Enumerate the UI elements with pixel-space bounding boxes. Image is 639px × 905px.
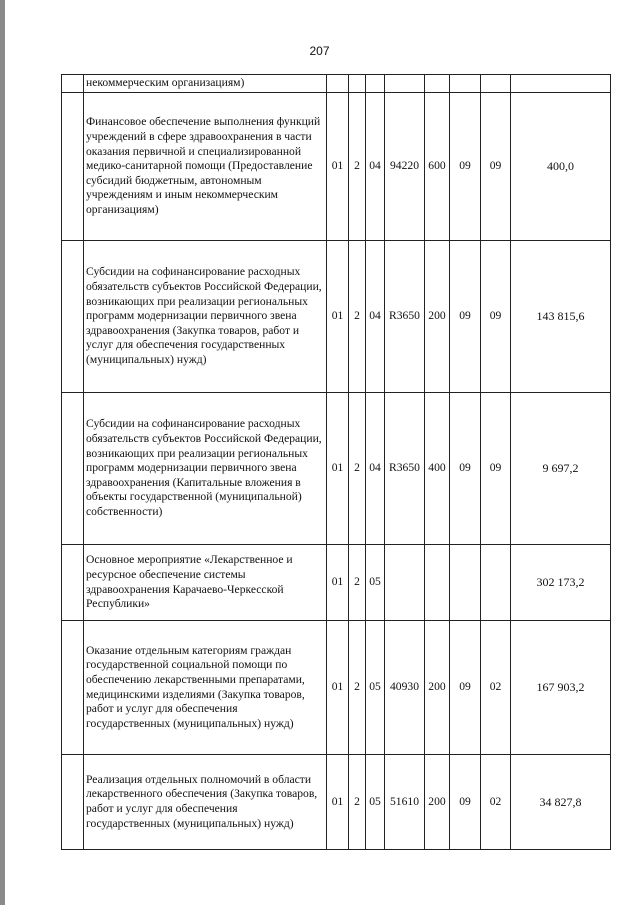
code-section-cell: 09 [450, 755, 481, 850]
amount-cell: 143 815,6 [511, 241, 611, 393]
code-section-cell: 09 [450, 241, 481, 393]
code-subsection-cell [481, 545, 511, 621]
amount-cell: 9 697,2 [511, 393, 611, 545]
table-row [62, 393, 611, 545]
table-row [62, 545, 611, 621]
code-section-cell: 09 [450, 393, 481, 545]
budget-table [61, 74, 611, 850]
code-program-cell: 01 [327, 93, 349, 241]
code-expense-type-cell: 200 [425, 241, 450, 393]
page-number: 207 [309, 44, 330, 58]
blank-cell [62, 393, 84, 545]
code-section-cell: 09 [450, 621, 481, 755]
table-body [62, 75, 611, 850]
code-direction-cell [385, 75, 425, 93]
amount-cell: 400,0 [511, 93, 611, 241]
amount-cell: 34 827,8 [511, 755, 611, 850]
amount-cell [511, 75, 611, 93]
code-subprogram-cell: 2 [349, 393, 366, 545]
code-expense-type-cell: 400 [425, 393, 450, 545]
blank-cell [62, 621, 84, 755]
code-program-cell: 01 [327, 755, 349, 850]
blank-cell [62, 75, 84, 93]
amount-cell: 167 903,2 [511, 621, 611, 755]
code-expense-type-cell: 600 [425, 93, 450, 241]
code-section-cell: 09 [450, 93, 481, 241]
code-subprogram-cell: 2 [349, 93, 366, 241]
table-row [62, 241, 611, 393]
code-subprogram-cell [349, 75, 366, 93]
code-direction-cell: 51610 [385, 755, 425, 850]
item-name-cell: Субсидии на софинансирование расходных обязательств субъектов Российской Федерации, возникающих при реализации региональных программ модернизации первичного звена здравоохранения (Закупка товаров, работ и услуг для обеспечения государственных (муниципальных) нужд) [84, 241, 327, 393]
item-name-cell: Оказание отдельным категориям граждан государственной социальной помощи по обеспечению лекарственными препаратами, медицинскими изделиями (Закупка товаров, работ и услуг для обеспечения государственных (муниципальных) нужд) [84, 621, 327, 755]
code-direction-cell: 40930 [385, 621, 425, 755]
code-program-cell: 01 [327, 241, 349, 393]
code-subsection-cell: 09 [481, 393, 511, 545]
table-row [62, 93, 611, 241]
scan-edge [0, 0, 5, 905]
code-subsection-cell: 02 [481, 621, 511, 755]
item-name-cell: некоммерческим организациям) [84, 75, 327, 93]
item-name-cell: Основное мероприятие «Лекарственное и ресурсное обеспечение системы здравоохранения Карачаево-Черкесской Республики» [84, 545, 327, 621]
code-direction-cell: 94220 [385, 93, 425, 241]
code-event-cell: 04 [366, 93, 385, 241]
code-program-cell: 01 [327, 621, 349, 755]
code-subprogram-cell: 2 [349, 621, 366, 755]
code-subprogram-cell: 2 [349, 241, 366, 393]
blank-cell [62, 545, 84, 621]
table-row [62, 75, 611, 93]
code-subsection-cell: 09 [481, 93, 511, 241]
code-subsection-cell: 09 [481, 241, 511, 393]
code-direction-cell: R3650 [385, 393, 425, 545]
code-subprogram-cell: 2 [349, 755, 366, 850]
code-expense-type-cell: 200 [425, 621, 450, 755]
code-event-cell [366, 75, 385, 93]
item-name-cell: Субсидии на софинансирование расходных обязательств субъектов Российской Федерации, возникающих при реализации региональных программ модернизации первичного звена здравоохранения (Капитальные вложения в объекты государственной (муниципальной) собственности) [84, 393, 327, 545]
table-row [62, 755, 611, 850]
code-expense-type-cell: 200 [425, 755, 450, 850]
blank-cell [62, 241, 84, 393]
item-name-cell: Реализация отдельных полномочий в области лекарственного обеспечения (Закупка товаров, работ и услуг для обеспечения государственных (муниципальных) нужд) [84, 755, 327, 850]
code-event-cell: 05 [366, 755, 385, 850]
code-subprogram-cell: 2 [349, 545, 366, 621]
code-program-cell [327, 75, 349, 93]
code-event-cell: 04 [366, 393, 385, 545]
code-direction-cell: R3650 [385, 241, 425, 393]
code-program-cell: 01 [327, 393, 349, 545]
code-event-cell: 05 [366, 545, 385, 621]
code-direction-cell [385, 545, 425, 621]
blank-cell [62, 93, 84, 241]
code-expense-type-cell [425, 545, 450, 621]
blank-cell [62, 755, 84, 850]
code-section-cell [450, 75, 481, 93]
code-program-cell: 01 [327, 545, 349, 621]
code-subsection-cell [481, 75, 511, 93]
code-expense-type-cell [425, 75, 450, 93]
code-event-cell: 05 [366, 621, 385, 755]
item-name-cell: Финансовое обеспечение выполнения функций учреждений в сфере здравоохранения в части оказания первичной и специализированной медико-санитарной помощи (Предоставление субсидий бюджетным, автономным учреждениям и иным некоммерческим организациям) [84, 93, 327, 241]
table-row [62, 621, 611, 755]
code-section-cell [450, 545, 481, 621]
code-event-cell: 04 [366, 241, 385, 393]
amount-cell: 302 173,2 [511, 545, 611, 621]
code-subsection-cell: 02 [481, 755, 511, 850]
